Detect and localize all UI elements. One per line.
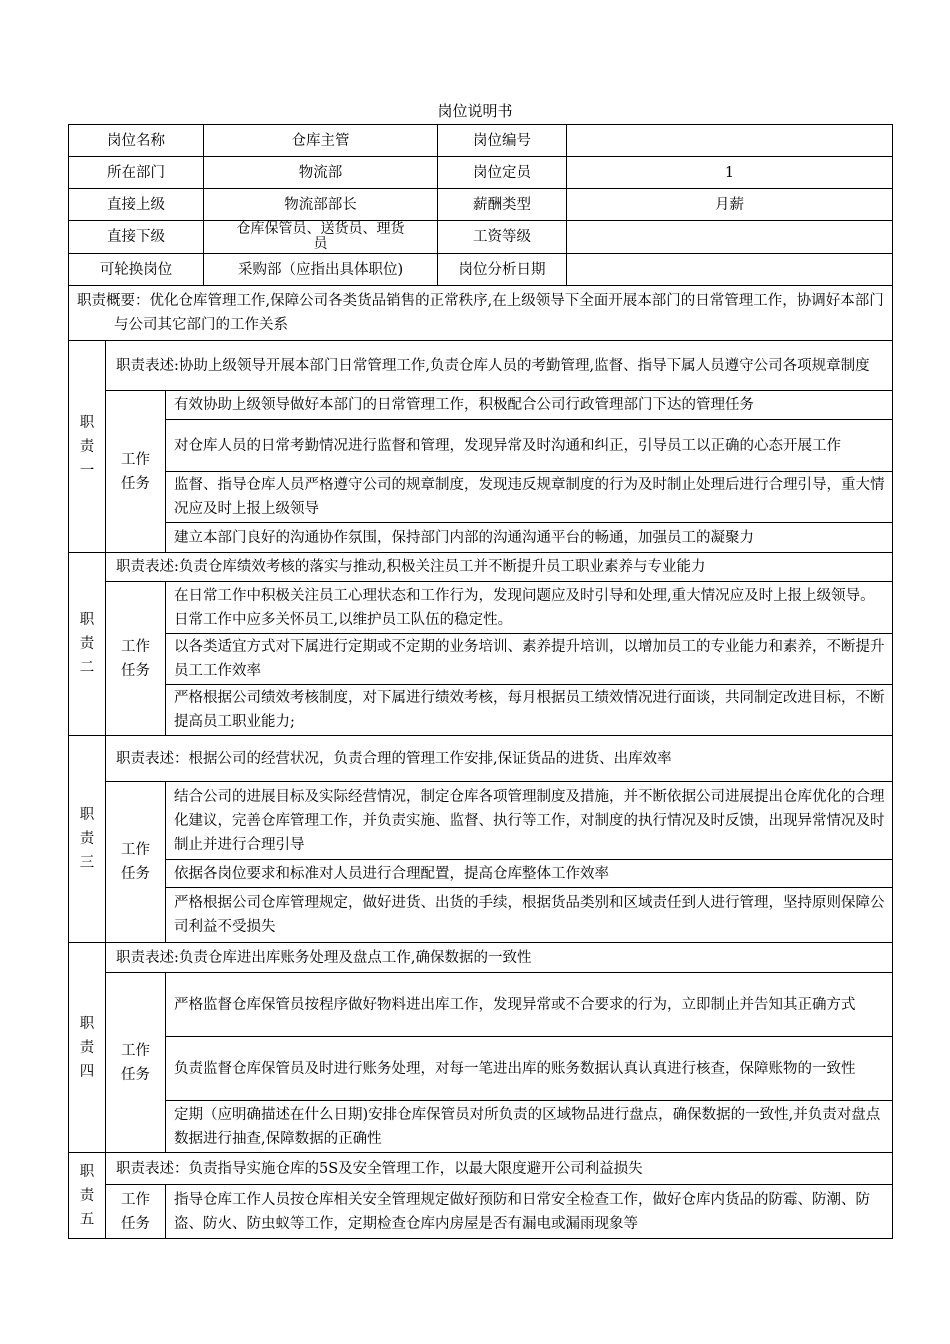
headcount-value: 1: [567, 157, 893, 189]
work-task-label: [106, 582, 166, 736]
duty-label-char: 二: [79, 660, 95, 676]
duty-label-char: 职: [79, 807, 95, 823]
post-name-label: 岗位名称: [69, 125, 204, 157]
duty-two-label: [69, 553, 106, 736]
duty-label-char: 责: [79, 1039, 95, 1056]
dept-label: 所在部门: [69, 157, 204, 189]
analysis-date-label: 岗位分析日期: [438, 254, 567, 286]
post-no-label: 岗位编号: [438, 125, 567, 157]
work-task-label-line-2: 任务: [121, 1066, 150, 1083]
duty-label-char: 职: [79, 612, 95, 628]
duty-three-description: 职责表述：根据公司的经营状况，负责合理的管理工作安排,保证货品的进货、出库效率: [106, 736, 893, 782]
work-task-label: [106, 782, 166, 943]
work-task-label: [106, 391, 166, 553]
analysis-date-value: [567, 254, 893, 286]
duty-label-char: 职: [79, 414, 95, 431]
duty-one-task: 监督、指导仓库人员严格遵守公司的规章制度，发现违反规章制度的行为及时制止处理后进行合理引导，重大情况应及时上报上级领导: [166, 472, 893, 523]
work-task-label-line-1: 工作: [121, 842, 150, 858]
duty-label-char: 责: [79, 831, 95, 847]
rotation-label: 可轮换岗位: [69, 254, 204, 286]
duty-five-task: 指导仓库工作人员按仓库相关安全管理规定做好预防和日常安全检查工作，做好仓库内货品的防霉、防潮、防盗、防火、防虫蚁等工作，定期检查仓库内房屋是否有漏电或漏雨现象等: [166, 1185, 893, 1239]
duty-label-char: 责: [79, 438, 95, 455]
duty-two-task: 以各类适宜方式对下属进行定期或不定期的业务培训、素养提升培训，以增加员工的专业能力和素养，不断提升员工工作效率: [166, 634, 893, 685]
wage-grade-value: [567, 221, 893, 254]
duty-label-char: 三: [79, 855, 95, 871]
subordinate-value: [204, 221, 438, 254]
rotation-value: 采购部（应指出具体职位): [204, 254, 438, 286]
duty-label-char: 职: [79, 1015, 95, 1032]
work-task-label-line-2: 任务: [121, 475, 150, 492]
duty-two-description: 职责表述:负责仓库绩效考核的落实与推动,积极关注员工并不断提升员工职业素养与专业能力: [106, 553, 893, 582]
duty-four-task: 定期（应明确描述在什么日期)安排仓库保管员对所负责的区域物品进行盘点，确保数据的一致性,并负责对盘点数据进行抽查,保障数据的正确性: [166, 1101, 893, 1153]
duty-one-description: 职责表述:协助上级领导开展本部门日常管理工作,负责仓库人员的考勤管理,监督、指导下属人员遵守公司各项规章制度: [106, 341, 893, 391]
work-task-label-line-2: 任务: [121, 1215, 150, 1232]
duty-one-task: 有效协助上级领导做好本部门的日常管理工作，积极配合公司行政管理部门下达的管理任务: [166, 391, 893, 420]
duty-summary: 职责概要：优化仓库管理工作,保障公司各类货品销售的正常秩序,在上级领导下全面开展本部门的日常管理工作，协调好本部门与公司其它部门的工作关系: [69, 286, 893, 341]
duty-label-char: 五: [79, 1211, 95, 1228]
duty-four-description: 职责表述:负责仓库进出库账务处理及盘点工作,确保数据的一致性: [106, 943, 893, 973]
salary-type-label: 薪酬类型: [438, 189, 567, 221]
salary-type-value: 月薪: [567, 189, 893, 221]
duty-one-label: [69, 341, 106, 553]
duties-section: [69, 341, 893, 1239]
subordinate-label: 直接下级: [69, 221, 204, 254]
superior-label: 直接上级: [69, 189, 204, 221]
duty-three-task: 依据各岗位要求和标准对人员进行合理配置，提高仓库整体工作效率: [166, 860, 893, 888]
duty-label-char: 职: [79, 1163, 95, 1180]
work-task-label: [106, 1185, 166, 1239]
post-no-value: [567, 125, 893, 157]
duty-label-char: 一: [79, 462, 95, 479]
job-description-table: [68, 124, 893, 1239]
work-task-label: [106, 973, 166, 1153]
superior-value: 物流部部长: [204, 189, 438, 221]
duty-two-task: 在日常工作中积极关注员工心理状态和工作行为，发现问题应及时引导和处理,重大情况应及时上报上级领导。日常工作中应多关怀员工,以维护员工队伍的稳定性。: [166, 582, 893, 634]
duty-three-task: 结合公司的进展目标及实际经营情况，制定仓库各项管理制度及措施，并不断依据公司进展提出仓库优化的合理化建议，完善仓库管理工作，并负责实施、监督、执行等工作，对制度的执行情况及时反馈，出现异常情况及时制止并进行合理引导: [166, 782, 893, 860]
work-task-label-line-1: 工作: [121, 1191, 150, 1208]
work-task-label-line-2: 任务: [121, 662, 150, 679]
work-task-label-line-1: 工作: [121, 638, 150, 655]
duty-five-label: [69, 1153, 106, 1239]
duty-label-char: 责: [79, 636, 95, 652]
work-task-label-line-1: 工作: [121, 451, 150, 468]
duty-three-task: 严格根据公司仓库管理规定，做好进货、出货的手续，根据货品类别和区域责任到人进行管理，坚持原则保障公司利益不受损失: [166, 888, 893, 943]
subordinate-line-2: 员: [313, 236, 328, 252]
wage-grade-label: 工资等级: [438, 221, 567, 254]
subordinate-line-1: 仓库保管员、送货员、理货: [236, 221, 405, 237]
duty-five-description: 职责表述：负责指导实施仓库的5S及安全管理工作，以最大限度避开公司利益损失: [106, 1153, 893, 1185]
duty-four-label: [69, 943, 106, 1153]
document-title: 岗位说明书: [437, 102, 513, 120]
headcount-label: 岗位定员: [438, 157, 567, 189]
work-task-label-line-2: 任务: [121, 866, 150, 882]
duty-one-task: 建立本部门良好的沟通协作氛围，保持部门内部的沟通沟通平台的畅通，加强员工的凝聚力: [166, 523, 893, 553]
post-name-value: 仓库主管: [204, 125, 438, 157]
duty-one-task: 对仓库人员的日常考勤情况进行监督和管理，发现异常及时沟通和纠正，引导员工以正确的心态开展工作: [166, 420, 893, 472]
duty-four-task: 严格监督仓库保管员按程序做好物料进出库工作，发现异常或不合要求的行为，立即制止并告知其正确方式: [166, 973, 893, 1037]
duty-two-task: 严格根据公司绩效考核制度，对下属进行绩效考核，每月根据员工绩效情况进行面谈，共同制定改进目标，不断提高员工职业能力;: [166, 685, 893, 736]
duty-four-task: 负责监督仓库保管员及时进行账务处理，对每一笔进出库的账务数据认真认真进行核查，保障账物的一致性: [166, 1037, 893, 1101]
duty-label-char: 责: [79, 1187, 95, 1204]
duty-three-label: [69, 736, 106, 943]
dept-value: 物流部: [204, 157, 438, 189]
work-task-label-line-1: 工作: [121, 1042, 150, 1059]
duty-label-char: 四: [79, 1063, 95, 1080]
